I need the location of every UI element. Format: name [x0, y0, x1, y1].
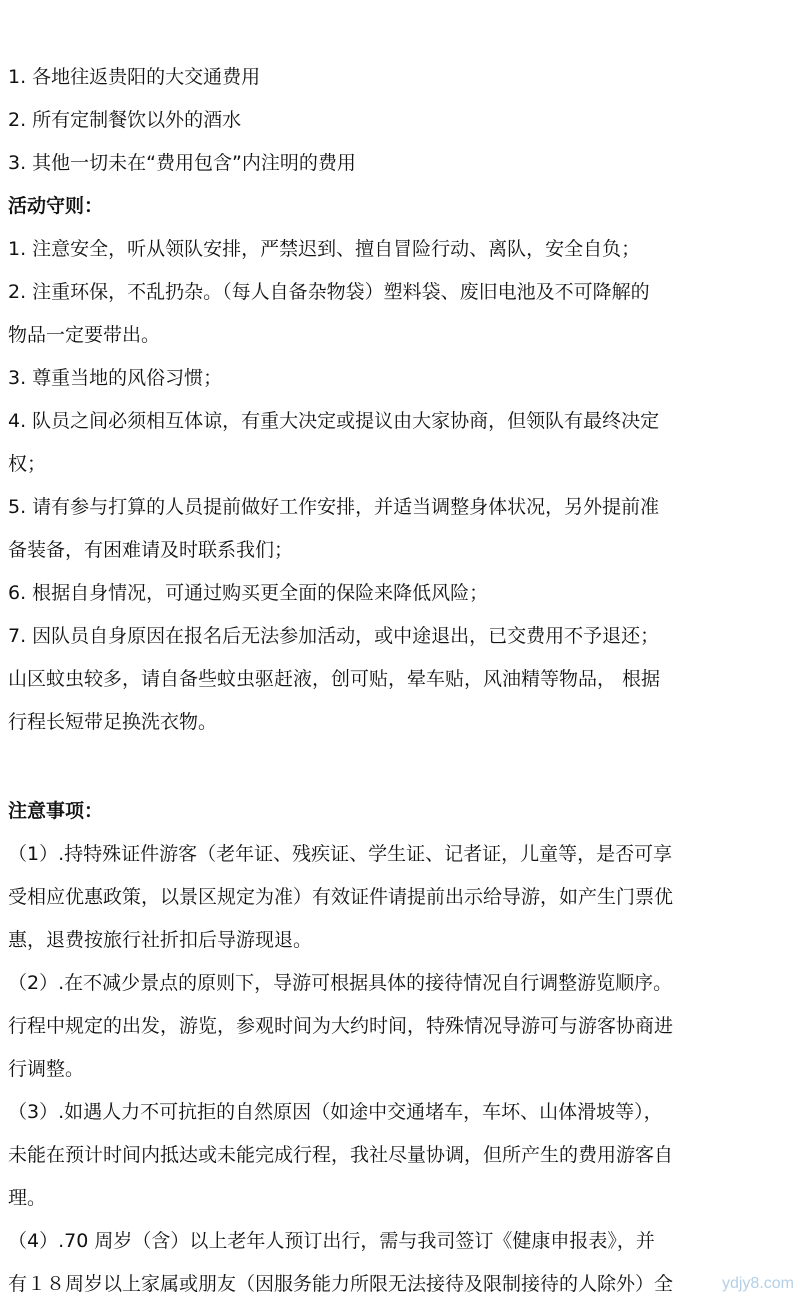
rule-line: 1. 注意安全，听从领队安排，严禁迟到、擅自冒险行动、离队，安全自负； [8, 238, 641, 260]
watermark: ydjy8.com [721, 1275, 794, 1292]
rule-line: 备装备，有困难请及时联系我们； [8, 539, 294, 561]
rule-line: 5. 请有参与打算的人员提前做好工作安排，并适当调整身体状况，另外提前准 [8, 496, 660, 518]
fee-exclusion-item: 2. 所有定制餐饮以外的酒水 [8, 109, 242, 131]
note-line: 受相应优惠政策，以景区规定为准）有效证件请提前出示给导游，如产生门票优 [8, 886, 674, 908]
note-line: 行调整。 [8, 1058, 85, 1080]
note-line: 惠，退费按旅行社折扣后导游现退。 [8, 929, 313, 951]
note-line: 行程中规定的出发，游览，参观时间为大约时间，特殊情况导游可与游客协商进 [8, 1015, 674, 1037]
fee-exclusion-item: 3. 其他一切未在“费用包含”内注明的费用 [8, 152, 356, 174]
rule-line: 3. 尊重当地的风俗习惯； [8, 367, 223, 389]
rule-line: 山区蚊虫较多，请自备些蚊虫驱赶液，创可贴，晕车贴，风油精等物品， 根据 [8, 668, 661, 690]
rule-line: 7. 因队员自身原因在报名后无法参加活动，或中途退出，已交费用不予退还； [8, 625, 660, 647]
note-line: （2）.在不减少景点的原则下，导游可根据具体的接待情况自行调整游览顺序。 [8, 972, 673, 994]
notes-heading: 注意事项： [8, 800, 104, 822]
note-line: 未能在预计时间内抵达或未能完成行程，我社尽量协调，但所产生的费用游客自 [8, 1144, 674, 1166]
rule-line: 物品一定要带出。 [8, 324, 161, 346]
rule-line: 行程长短带足换洗衣物。 [8, 711, 218, 733]
rule-line: 2. 注重环保，不乱扔杂。（每人自备杂物袋）塑料袋、废旧电池及不可降解的 [8, 281, 650, 303]
note-line: （4）.70 周岁（含）以上老年人预订出行，需与我司签订《健康申报表》，并 [8, 1230, 655, 1252]
fee-exclusion-item: 1. 各地往返贵阳的大交通费用 [8, 66, 261, 88]
note-line: （3）.如遇人力不可抗拒的自然原因（如途中交通堵车，车坏、山体滑坡等）， [8, 1101, 663, 1123]
rule-line: 权； [8, 453, 47, 475]
rule-line: 6. 根据自身情况，可通过购买更全面的保险来降低风险； [8, 582, 489, 604]
note-line: 理。 [8, 1187, 47, 1209]
note-line: （1）.持特殊证件游客（老年证、残疾证、学生证、记者证，儿童等，是否可享 [8, 843, 673, 865]
activity-rules-heading: 活动守则： [8, 195, 104, 217]
note-line: 有１８周岁以上家属或朋友（因服务能力所限无法接待及限制接待的人除外）全 [8, 1273, 674, 1295]
rule-line: 4. 队员之间必须相互体谅，有重大决定或提议由大家协商，但领队有最终决定 [8, 410, 660, 432]
